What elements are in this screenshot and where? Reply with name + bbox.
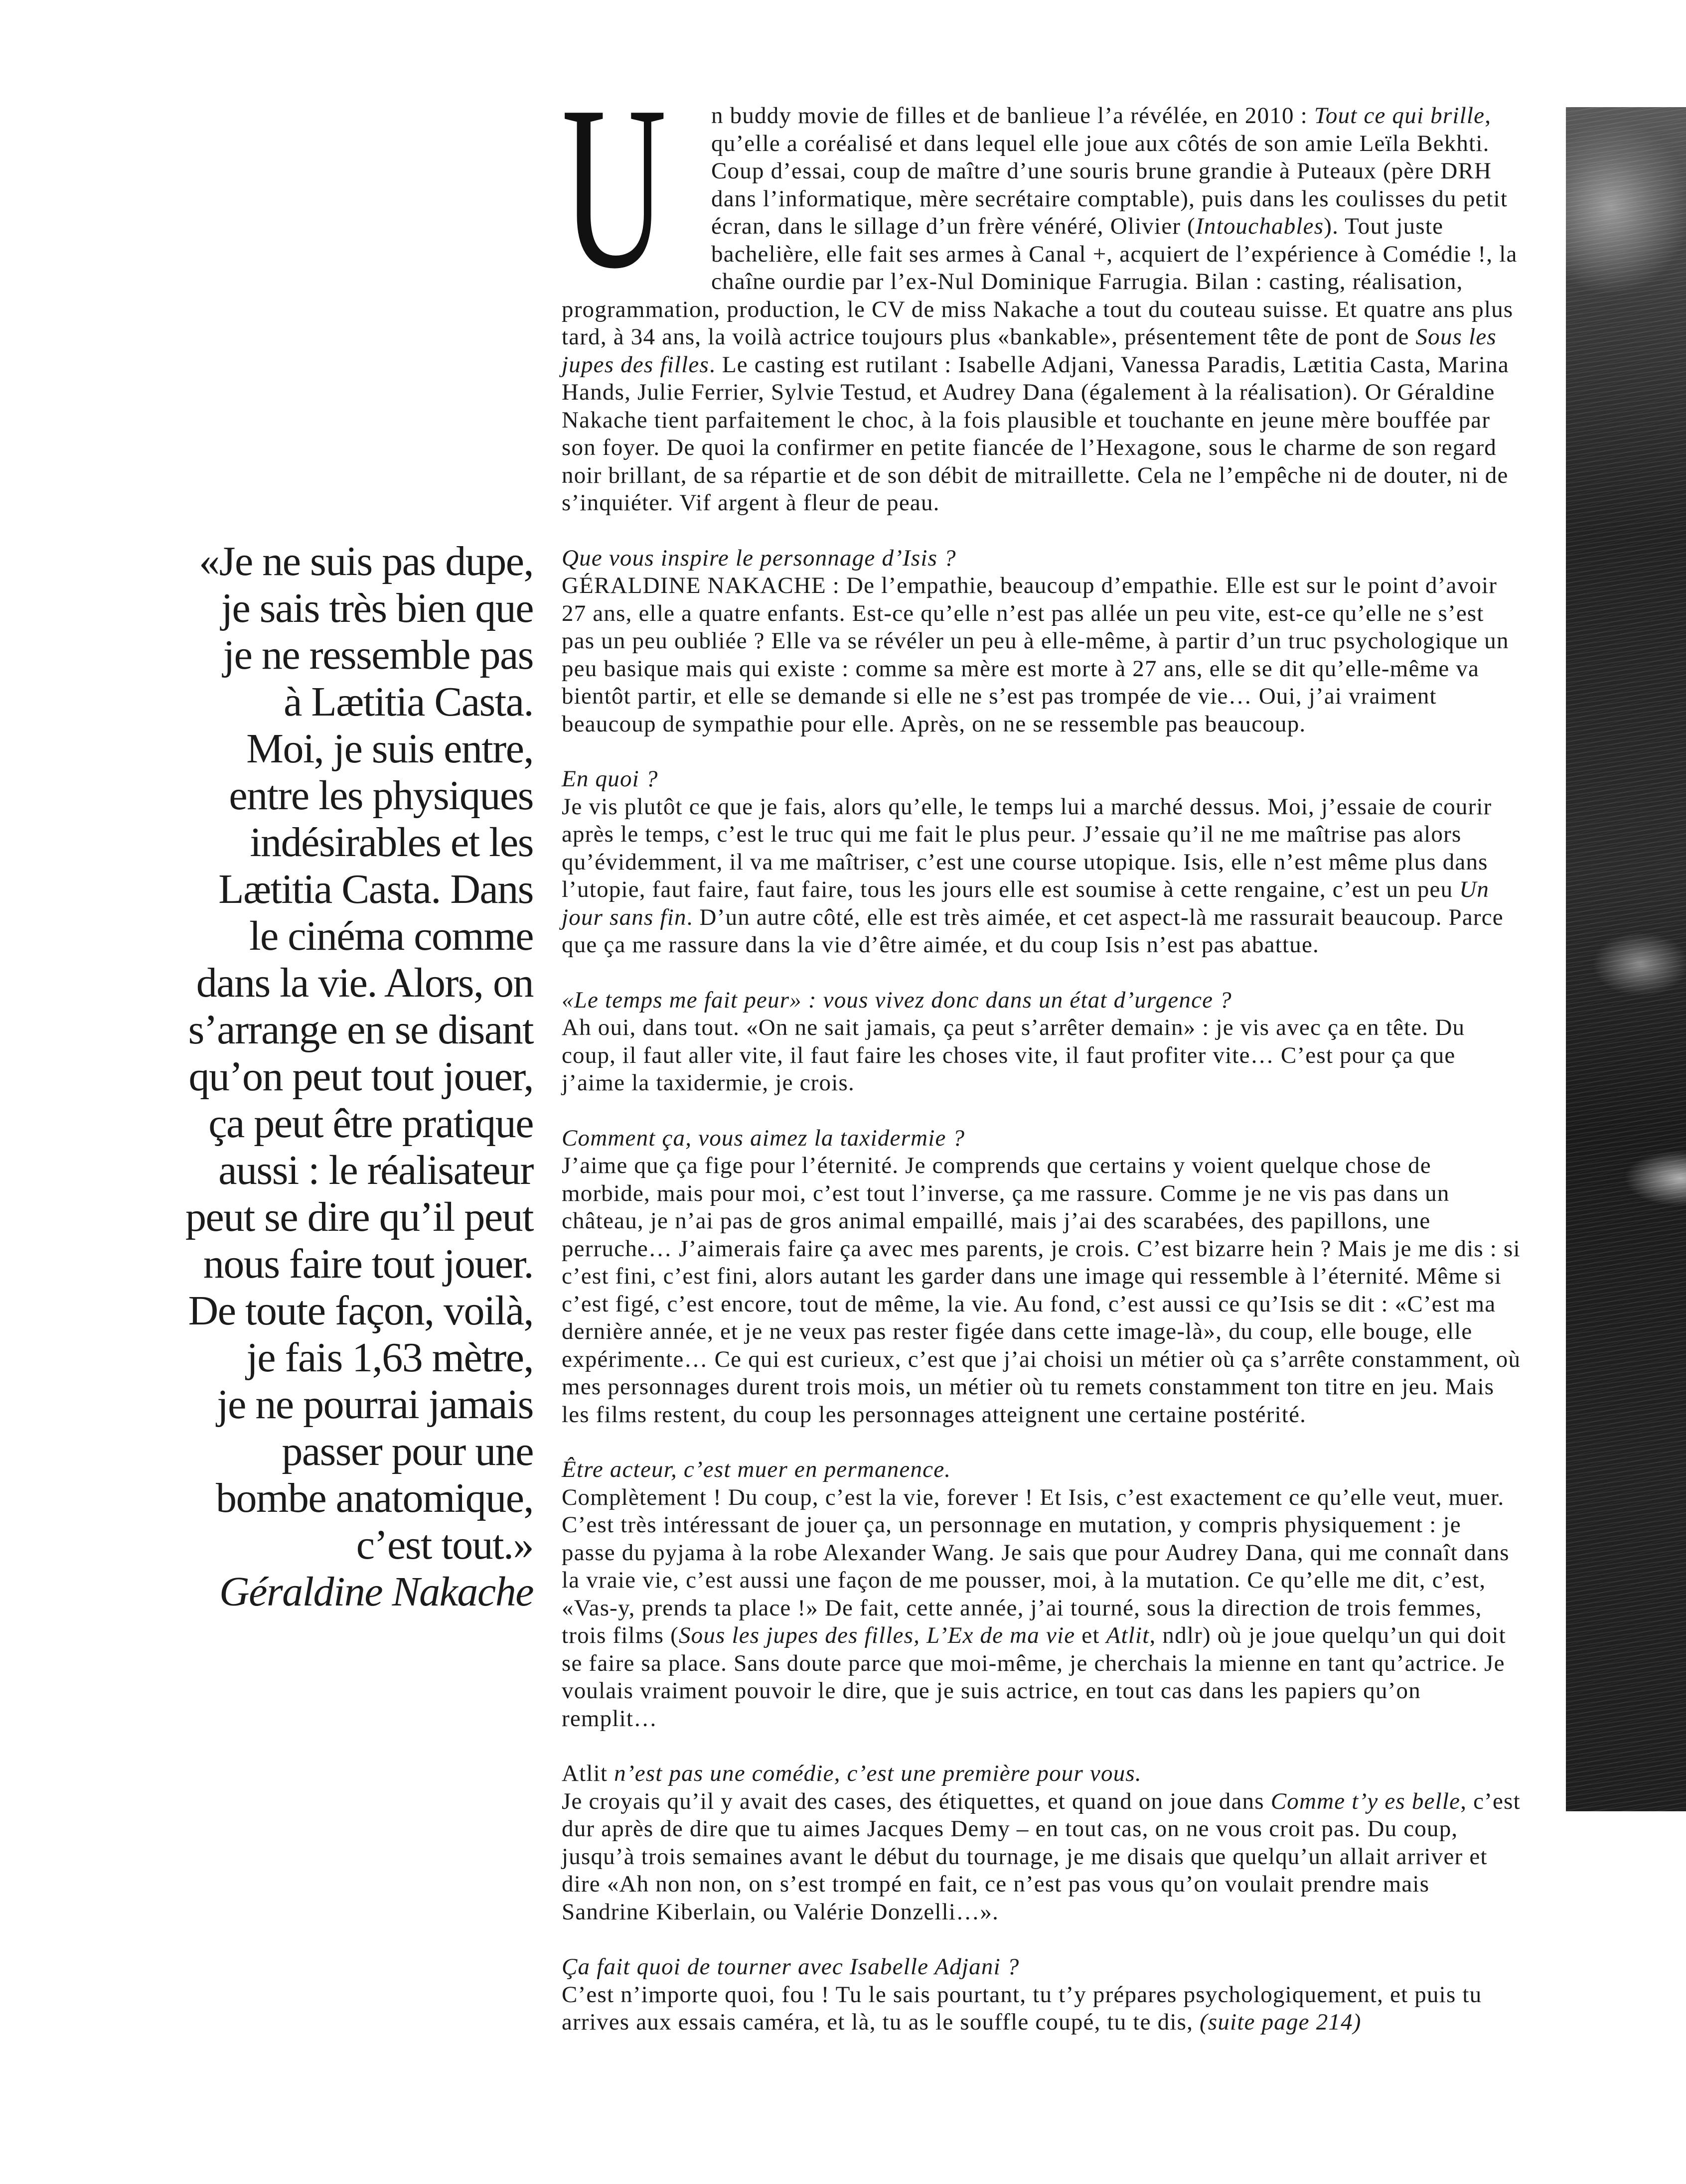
pull-quote-line: aussi : le réalisateur xyxy=(218,1147,533,1193)
pull-quote-line: je fais 1,63 mètre, xyxy=(246,1334,533,1381)
drop-cap: U xyxy=(562,57,667,317)
pull-quote-line: indésirables et les xyxy=(250,819,533,866)
text: , ndlr) où je joue quelqu’un qui doit se faire sa place. Sans doute parce que moi-même, je cherchais la mienne en tant qu’actrice. Je voulais vraiment pouvoir le dire, que je suis actrice, en tout cas dans les papiers qu’on remplit… xyxy=(562,1622,1506,1732)
article-body xyxy=(562,57,1521,2064)
text: ). Tout juste bachelière, elle fait ses armes à Canal +, acquiert de l’expérience à Comédie !, la chaîne ourdie par l’ex-Nul Dominique Farrugia. Bilan : casting, réalisation, programmation, production, le CV de miss Nakache a tout du couteau suisse. Et quatre ans plus tard, à 34 ans, la voilà actrice toujours plus «bankable», présentement tête de pont de xyxy=(562,213,1518,350)
italic-text: Sous les jupes des filles, L’Ex de ma vie xyxy=(678,1622,1075,1648)
pull-quote-line: Moi, je suis entre, xyxy=(246,726,533,772)
text: Ah oui, dans tout. «On ne sait jamais, ça peut s’arrêter demain» : je vis avec ça en tête. Du coup, il faut aller vite, il faut faire les choses vite, il faut profiter vite… C’est pour ça que j’aime la taxidermie, je crois. xyxy=(562,1015,1465,1096)
italic-text: En quoi ? xyxy=(562,766,658,792)
question xyxy=(562,1456,1521,1484)
italic-text: Comment ça, vous aimez la taxidermie ? xyxy=(562,1125,965,1151)
qa-block xyxy=(562,1125,1521,1429)
question xyxy=(562,545,1521,573)
answer xyxy=(562,1152,1521,1429)
pull-quote-line: bombe anatomique, xyxy=(216,1475,533,1521)
pull-quote-line: entre les physiques xyxy=(229,772,533,819)
text: Je croyais qu’il y avait des cases, des étiquettes, et quand on joue dans xyxy=(562,1788,1271,1814)
italic-text: Tout ce qui brille xyxy=(1314,103,1485,129)
italic-text: Sous les jupes des filles xyxy=(562,324,1497,378)
text: GÉRALDINE NAKACHE : De l’empathie, beaucoup d’empathie. Elle est sur le point d’avoir 27 ans, elle a quatre enfants. Est-ce qu’elle n’est pas allée un peu vite, est-ce qu’elle ne s’est pas un peu oubliée ? Elle va se révéler un peu à elle-même, à partir d’un truc psychologique un peu basique mais qui existe : comme sa mère est morte à 27 ans, elle se dit qu’elle-même va bientôt partir, et elle se demande si elle ne s’est pas trompée de vie… Oui, j’ai vraiment beaucoup de sympathie pour elle. Après, on ne se ressemble pas beaucoup. xyxy=(562,573,1509,737)
intro-paragraph xyxy=(562,57,1521,517)
text: J’aime que ça fige pour l’éternité. Je comprends que certains y voient quelque chose de morbide, mais pour moi, c’est tout l’inverse, ça me rassure. Comme je ne vis pas dans un château, je n’ai pas de gros animal empaillé, mais j’ai des scarabées, des papillons, une perruche… J’aimerais faire ça avec mes parents, je crois. C’est bizarre hein ? Mais je me dis : si c’est fini, c’est fini, alors autant les garder dans une image qui ressemble à l’éternité. Même si c’est figé, c’est encore, tout de même, la vie. Au fond, c’est aussi ce qu’Isis se dit : «C’est ma dernière année, et je ne veux pas rester figée dans cette image-là», du coup, elle bouge, elle expérimente… Ce qui est curieux, c’est que j’ai choisi un métier où ça s’arrête constamment, où mes personnages durent trois mois, un métier où tu remets constamment ton titre en jeu. Mais les films restent, du coup les personnages atteignent une certaine postérité. xyxy=(562,1153,1521,1428)
italic-text: Être acteur, c’est muer en permanence. xyxy=(562,1456,951,1482)
question xyxy=(562,1760,1521,1788)
question xyxy=(562,987,1521,1015)
pull-quote-line: je ne pourrai jamais xyxy=(217,1381,533,1428)
pull-quote-author: Géraldine Nakache xyxy=(219,1569,533,1615)
qa-block xyxy=(562,765,1521,959)
pull-quote-line: qu’on peut tout jouer, xyxy=(188,1053,533,1100)
interview xyxy=(562,545,1521,2037)
text: et xyxy=(1075,1622,1106,1648)
italic-text: Que vous inspire le personnage d’Isis ? xyxy=(562,545,956,571)
italic-text: n’est pas une comédie, c’est une première pour vous. xyxy=(608,1760,1142,1786)
italic-text: (suite page 214) xyxy=(1200,2009,1362,2035)
answer xyxy=(562,1014,1521,1097)
answer xyxy=(562,1981,1521,2037)
portrait-photo-hair-crop xyxy=(1566,107,1686,1811)
pull-quote xyxy=(90,538,533,1615)
pull-quote-line: peut se dire qu’il peut xyxy=(185,1194,533,1240)
qa-block xyxy=(562,1456,1521,1733)
text: C’est n’importe quoi, fou ! Tu le sais pourtant, tu t’y prépares psychologiquement, et puis tu arrives aux essais caméra, et là, tu as le souffle coupé, tu te dis, xyxy=(562,1981,1482,2035)
italic-text: Un jour sans fin xyxy=(562,876,1490,930)
pull-quote-line: le cinéma comme xyxy=(249,913,533,959)
pull-quote-line: De toute façon, voilà, xyxy=(188,1288,533,1334)
answer xyxy=(562,1484,1521,1733)
text: n buddy movie de filles et de banlieue l’a révélée, en 2010 : xyxy=(711,103,1314,129)
answer xyxy=(562,1788,1521,1926)
pull-quote-line: c’est tout.» xyxy=(356,1522,533,1568)
italic-text: Ça fait quoi de tourner avec Isabelle Adjani ? xyxy=(562,1954,1020,1980)
pull-quote-line: passer pour une xyxy=(282,1428,533,1474)
question xyxy=(562,1125,1521,1153)
text: Atlit xyxy=(562,1760,608,1786)
pull-quote-line: nous faire tout jouer. xyxy=(203,1241,533,1287)
pull-quote-line: dans la vie. Alors, on xyxy=(196,960,533,1006)
qa-block xyxy=(562,987,1521,1097)
answer xyxy=(562,572,1521,738)
qa-block xyxy=(562,545,1521,738)
pull-quote-line: «Je ne suis pas dupe, xyxy=(199,538,533,584)
pull-quote-line: je ne ressemble pas xyxy=(223,632,533,678)
text: . D’un autre côté, elle est très aimée, et cet aspect-là me rassurait beaucoup. Parce que ça me rassure dans la vie d’être aimée, et du coup Isis n’est pas abattue. xyxy=(562,904,1504,958)
pull-quote-line: s’arrange en se disant xyxy=(188,1007,533,1053)
text: Complètement ! Du coup, c’est la vie, forever ! Et Isis, c’est exactement ce qu’elle veut, muer. C’est très intéressant de jouer ça, un personnage en mutation, y compris physiquement : je passe du pyjama à la robe Alexander Wang. Je sais que pour Audrey Dana, qui me connaît dans la vraie vie, c’est aussi une façon de me pousser, moi, à la mutation. Ce qu’elle me dit, c’est, «Vas-y, prends ta place !» De fait, cette année, j’ai tourné, sous la direction de trois femmes, trois films ( xyxy=(562,1484,1510,1648)
pull-quote-line: Lætitia Casta. Dans xyxy=(218,866,533,912)
qa-block xyxy=(562,1760,1521,1926)
text: Je vis plutôt ce que je fais, alors qu’elle, le temps lui a marché dessus. Moi, j’essaie de courir après le temps, c’est le truc qui me fait le plus peur. J’essaie qu’il ne me maîtrise pas alors qu’évidemment, il va me maîtriser, c’est une course utopique. Isis, elle n’est même plus dans l’utopie, faut faire, faut faire, tous les jours elle est soumise à cette rengaine, c’est un peu xyxy=(562,793,1492,902)
text: , qu’elle a coréalisé et dans lequel elle joue aux côtés de son amie Leïla Bekhti. Coup d’essai, coup de maître d’une souris brune grandie à Puteaux (père DRH dans l’informatique, mère secrétaire comptable), puis dans les coulisses du petit écran, dans le sillage d’un frère vénéré, Olivier ( xyxy=(711,103,1508,239)
text: . Le casting est rutilant : Isabelle Adjani, Vanessa Paradis, Lætitia Casta, Marina Hands, Julie Ferrier, Sylvie Testud, et Audrey Dana (également à la réalisation). Or Géraldine Nakache tient parfaitement le choc, à la fois plausible et touchante en jeune mère bouffée par son foyer. De quoi la confirmer en petite fiancée de l’Hexagone, sous le charme de son regard noir brillant, de sa répartie et de son débit de mitraillette. Cela ne l’empêche ni de douter, ni de s’inquiéter. Vif argent à fleur de peau. xyxy=(562,351,1509,516)
answer xyxy=(562,793,1521,959)
qa-block xyxy=(562,1953,1521,2037)
pull-quote-line: à Lætitia Casta. xyxy=(284,679,533,725)
italic-text: Intouchables xyxy=(1196,213,1324,239)
pull-quote-line: je sais très bien que xyxy=(221,585,533,631)
italic-text: Comme t’y es belle xyxy=(1270,1788,1461,1814)
pull-quote-text xyxy=(90,538,533,1569)
question xyxy=(562,1953,1521,1981)
question xyxy=(562,765,1521,793)
pull-quote-line: ça peut être pratique xyxy=(208,1100,533,1147)
italic-text: Atlit xyxy=(1106,1622,1150,1648)
text: , c’est dur après de dire que tu aimes Jacques Demy – en tout cas, on ne vous croit pas. Du coup, jusqu’à trois semaines avant le début du tournage, je me disais que quelqu’un allait arriver et dire «Ah non non, on s’est trompé en fait, ce n’est pas vous qu’on voulait prendre mais Sandrine Kiberlain, ou Valérie Donzelli…». xyxy=(562,1788,1521,1925)
italic-text: «Le temps me fait peur» : vous vivez donc dans un état d’urgence ? xyxy=(562,987,1232,1013)
